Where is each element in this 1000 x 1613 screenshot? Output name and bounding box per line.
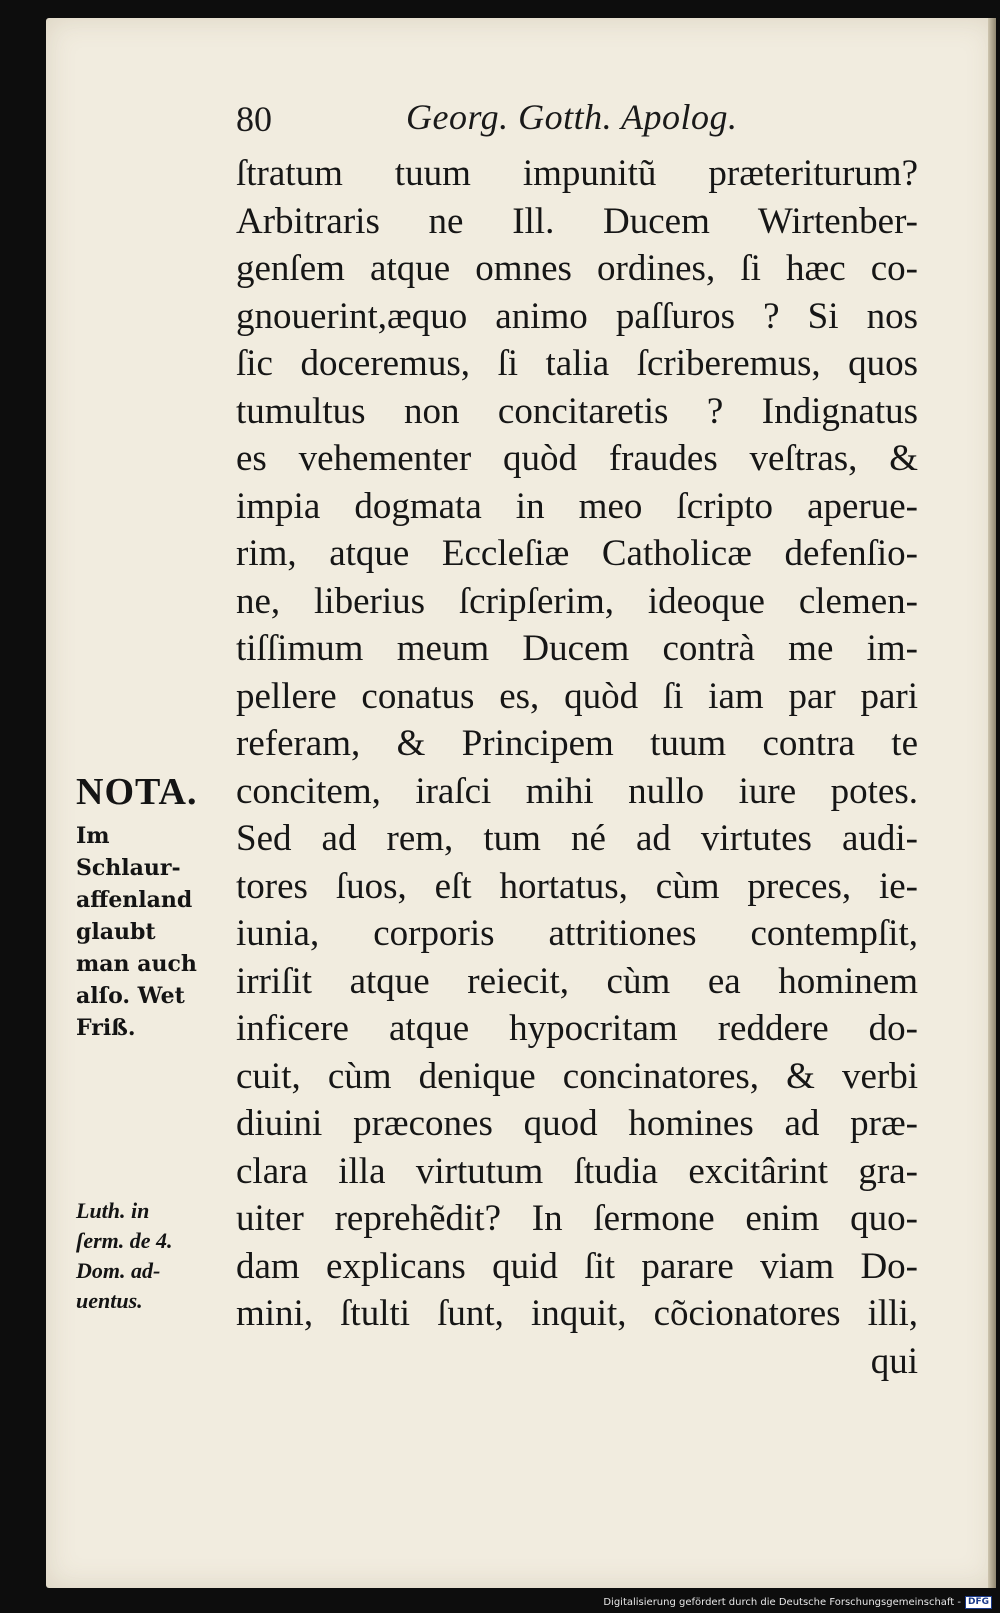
margin-note-luther-reference	[76, 1196, 236, 1316]
text-line: rim, atque Eccleſiæ Catholicæ defenſio-	[236, 533, 918, 574]
margin-line: ſerm. de 4.	[76, 1228, 173, 1253]
text-line: mini, ſtulti ſunt, inquit, cõcionatores illi,	[236, 1293, 918, 1334]
margin-line: Im	[76, 823, 110, 849]
body-text	[236, 150, 918, 1385]
text-line: iunia, corporis attritiones contempſit,	[236, 913, 918, 954]
text-line: impia dogmata in meo ſcripto aperue-	[236, 485, 918, 527]
footer-text: Digitalisierung gefördert durch die Deutsche Forschungsgemeinschaft -	[603, 1597, 961, 1608]
page-edge	[988, 18, 996, 1588]
text-line: pellere conatus es, quòd ſi iam par pari	[236, 675, 918, 717]
margin-line: Schlaur-	[76, 855, 181, 881]
text-line: es vehementer quòd fraudes veſtras, &	[236, 438, 918, 479]
margin-line: Luth. in	[76, 1198, 150, 1223]
dfg-logo: DFG	[965, 1596, 992, 1609]
page-header	[236, 88, 876, 148]
margin-line: uentus.	[76, 1288, 143, 1313]
text-line: tiſſimum meum Ducem contrà me im-	[236, 628, 918, 669]
running-head: Georg. Gotth. Apolog.	[406, 97, 738, 137]
text-line: genſem atque omnes ordines, ſi hæc co-	[236, 248, 918, 289]
text-line: Sed ad rem, tum né ad virtutes audi-	[236, 818, 918, 859]
text-line: tores ſuos, eſt hortatus, cùm preces, ie-	[236, 865, 918, 907]
margin-line: alſo. Wet	[76, 983, 185, 1009]
margin-line: affenland	[76, 887, 193, 913]
text-line: diuini præcones quod homines ad præ-	[236, 1103, 918, 1144]
margin-line: Friß.	[76, 1015, 136, 1041]
text-line: Arbitraris ne Ill. Ducem Wirtenber-	[236, 200, 918, 242]
text-line: ſic doceremus, ſi talia ſcriberemus, quos	[236, 343, 918, 384]
text-line: ſtratum tuum impunitũ præteriturum?	[236, 153, 918, 194]
text-line: cuit, cùm denique concinatores, & verbi	[236, 1055, 918, 1097]
text-line: clara illa virtutum ſtudia excitârint gra-	[236, 1150, 918, 1192]
text-line: uiter reprehẽdit? In ſermone enim quo-	[236, 1198, 918, 1239]
margin-line: glaubt	[76, 919, 156, 945]
catchword: qui	[870, 1340, 918, 1382]
digitization-footer	[603, 1596, 992, 1609]
text-line: inficere atque hypocritam reddere do-	[236, 1008, 918, 1049]
text-line: tumultus non concitaretis ? Indignatus	[236, 390, 918, 432]
text-line: referam, & Principem tuum contra te	[236, 723, 918, 764]
text-line: gnouerint,æquo animo paſſuros ? Si nos	[236, 295, 918, 337]
text-line: irriſit atque reiecit, cùm ea hominem	[236, 960, 918, 1002]
page-number: 80	[236, 99, 272, 139]
margin-note-nota: NOTA.	[76, 771, 198, 813]
text-line: ne, liberius ſcripſerim, ideoque clemen-	[236, 580, 918, 622]
text-line: dam explicans quid ſit parare viam Do-	[236, 1245, 918, 1287]
margin-line: Dom. ad-	[76, 1258, 161, 1283]
margin-line: man auch	[76, 951, 197, 977]
margin-note-fraktur	[76, 820, 236, 1044]
text-line: concitem, iraſci mihi nullo iure potes.	[236, 770, 918, 812]
